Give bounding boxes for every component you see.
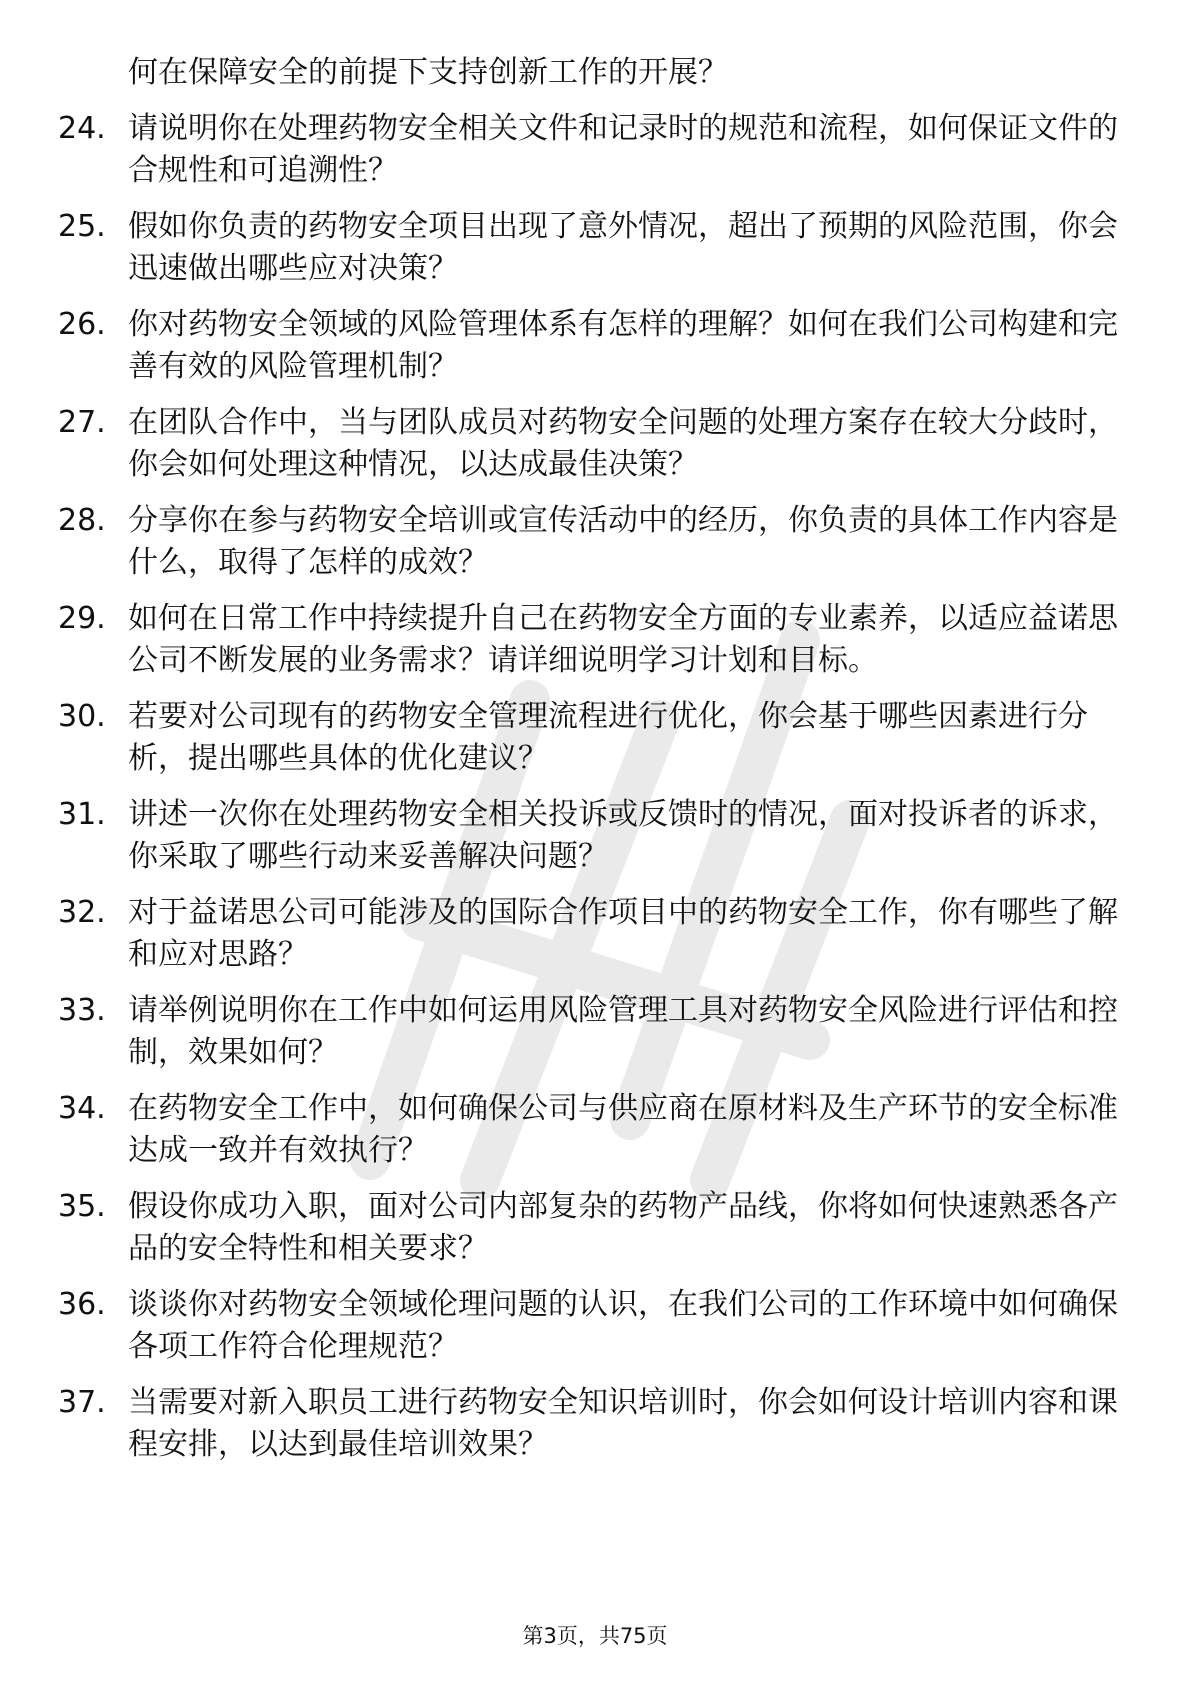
question-item <box>58 598 1118 682</box>
question-item <box>58 990 1118 1074</box>
question-number: 26. <box>58 307 106 342</box>
question-number: 34. <box>58 1091 106 1126</box>
question-item <box>58 500 1118 584</box>
question-item <box>58 1088 1118 1172</box>
question-text: 在药物安全工作中，如何确保公司与供应商在原材料及生产环节的安全标准达成一致并有效执行？ <box>128 1091 1118 1168</box>
question-number: 31. <box>58 797 106 832</box>
question-content <box>58 52 1118 1480</box>
question-text: 对于益诺思公司可能涉及的国际合作项目中的药物安全工作，你有哪些了解和应对思路？ <box>128 895 1118 972</box>
question-item <box>58 696 1118 780</box>
question-text: 谈谈你对药物安全领域伦理问题的认识，在我们公司的工作环境中如何确保各项工作符合伦理规范？ <box>128 1287 1118 1364</box>
page-footer: 第3页，共75页 <box>522 1624 668 1648</box>
question-text: 请说明你在处理药物安全相关文件和记录时的规范和流程，如何保证文件的合规性和可追溯性？ <box>128 111 1118 188</box>
question-number: 29. <box>58 601 106 636</box>
question-item <box>58 1382 1118 1466</box>
question-text: 当需要对新入职员工进行药物安全知识培训时，你会如何设计培训内容和课程安排，以达到最佳培训效果？ <box>128 1385 1118 1462</box>
question-text: 请举例说明你在工作中如何运用风险管理工具对药物安全风险进行评估和控制，效果如何？ <box>128 993 1118 1070</box>
question-number: 24. <box>58 111 106 146</box>
question-text: 如何在日常工作中持续提升自己在药物安全方面的专业素养，以适应益诺思公司不断发展的业务需求？请详细说明学习计划和目标。 <box>128 601 1118 678</box>
question-text: 分享你在参与药物安全培训或宣传活动中的经历，你负责的具体工作内容是什么，取得了怎样的成效？ <box>128 503 1118 580</box>
question-number: 35. <box>58 1189 106 1224</box>
question-text: 若要对公司现有的药物安全管理流程进行优化，你会基于哪些因素进行分析，提出哪些具体的优化建议？ <box>128 699 1088 776</box>
question-item <box>58 304 1118 388</box>
question-item <box>58 108 1118 192</box>
question-item <box>58 794 1118 878</box>
question-number: 36. <box>58 1287 106 1322</box>
question-text: 假设你成功入职，面对公司内部复杂的药物产品线，你将如何快速熟悉各产品的安全特性和相关要求？ <box>128 1189 1118 1266</box>
question-number: 37. <box>58 1385 106 1420</box>
question-text: 你对药物安全领域的风险管理体系有怎样的理解？如何在我们公司构建和完善有效的风险管理机制？ <box>128 307 1118 384</box>
question-number: 28. <box>58 503 106 538</box>
question-number: 30. <box>58 699 106 734</box>
question-number: 25. <box>58 209 106 244</box>
question-text: 在团队合作中，当与团队成员对药物安全问题的处理方案存在较大分歧时，你会如何处理这种情况，以达成最佳决策？ <box>128 405 1118 482</box>
question-item <box>58 402 1118 486</box>
question-item <box>58 1284 1118 1368</box>
continuation-text: 何在保障安全的前提下支持创新工作的开展？ <box>128 55 728 90</box>
question-number: 33. <box>58 993 106 1028</box>
question-item <box>58 1186 1118 1270</box>
question-item <box>58 892 1118 976</box>
question-number: 27. <box>58 405 106 440</box>
question-text: 假如你负责的药物安全项目出现了意外情况，超出了预期的风险范围，你会迅速做出哪些应对决策？ <box>128 209 1118 286</box>
question-item <box>58 206 1118 290</box>
question-list <box>58 108 1118 1466</box>
question-text: 讲述一次你在处理药物安全相关投诉或反馈时的情况，面对投诉者的诉求，你采取了哪些行动来妥善解决问题？ <box>128 797 1118 874</box>
question-number: 32. <box>58 895 106 930</box>
